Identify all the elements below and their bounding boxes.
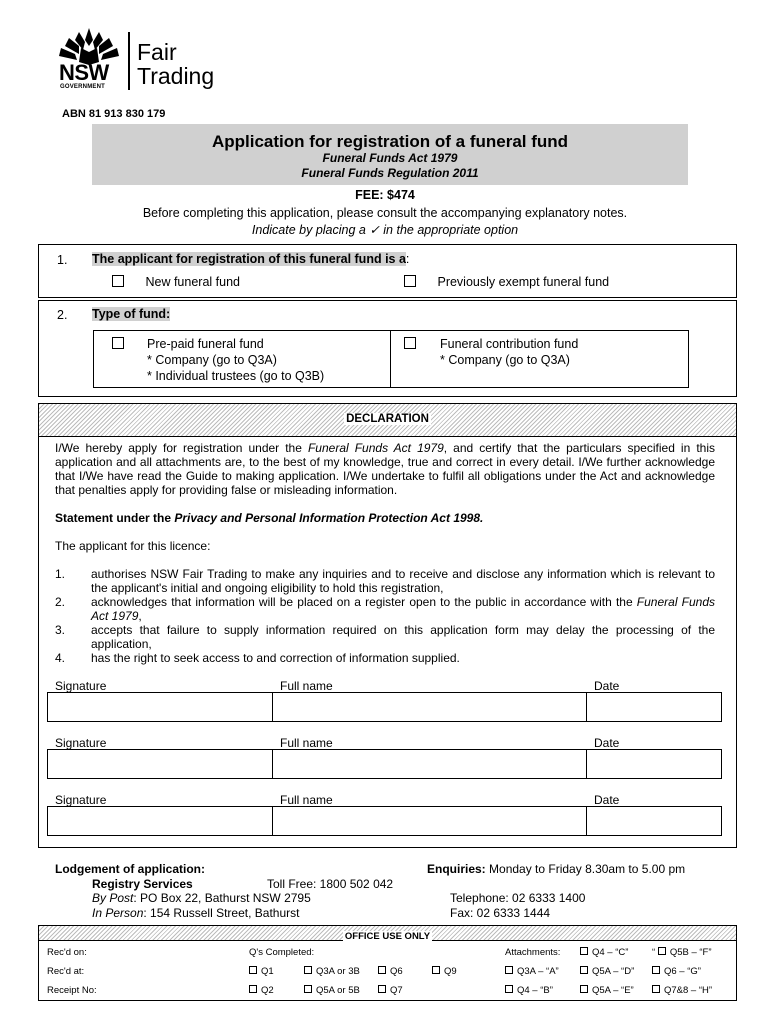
signature-field[interactable] [47,806,273,836]
privacy-statement [55,511,715,525]
office-q1-label: Q1 [261,966,274,977]
checkbox[interactable] [652,966,660,974]
full-name-label: Full name [280,793,333,807]
receipt-no-label: Receipt No: [47,985,97,996]
abn: ABN 81 913 830 179 [62,108,166,120]
office-q9[interactable] [432,966,457,977]
checkbox[interactable] [432,966,440,974]
brand-trading: Trading [137,63,215,89]
checkbox[interactable] [304,985,312,993]
checkbox[interactable] [378,985,386,993]
office-q7[interactable] [378,985,403,996]
lodgement-heading: Lodgement of application: [55,862,205,876]
att-q4b-label: Q4 – “B” [517,985,553,996]
q1-option-exempt[interactable] [404,275,609,289]
att-q5ad[interactable] [580,966,634,977]
office-q9-label: Q9 [444,966,457,977]
checkbox[interactable] [249,966,257,974]
post-row [55,891,311,906]
declaration-paragraph [55,441,715,497]
att-q6g[interactable] [652,966,701,977]
att-q3aa-label: Q3A – “A” [517,966,559,977]
q1-question-text: The applicant for registration of this funeral fund is a [92,252,406,266]
checkbox[interactable] [652,985,660,993]
fee: FEE: $474 [355,188,415,202]
checkbox[interactable] [112,275,124,287]
office-q6-label: Q6 [390,966,403,977]
registry-services: Registry Services [92,876,193,891]
privacy-statement-text: Statement under the [55,511,175,525]
nsw-wordmark: NSW [59,60,109,85]
page-title: Application for registration of a funeral fund [211,132,569,151]
office-q5a5b-label: Q5A or 5B [316,985,360,996]
nsw-logo [55,26,123,92]
declaration-act: Funeral Funds Act 1979 [307,441,444,455]
checkbox[interactable] [404,275,416,287]
signature-label: Signature [55,736,107,750]
att-q4c-label: Q4 – “C” [592,947,629,958]
brand-fair: Fair [137,39,177,65]
att-q78h[interactable] [652,985,712,996]
q2-prepaid-text [147,336,324,384]
att-q4b[interactable] [505,985,553,996]
q2-prepaid-trustees: * Individual trustees (go to Q3B) [147,369,325,383]
list-item-number: 3. [55,623,66,637]
office-q1[interactable] [249,966,274,977]
date-label: Date [594,679,620,693]
att-q78h-label: Q7&8 – “H” [664,985,713,996]
att-q5bf-prefix: “ [652,947,658,958]
list-item-text: accepts that failure to supply information required on this application form may delay the processing of the application, [91,623,715,651]
declaration-header [39,404,736,437]
q2-contribution-text [440,336,578,368]
list-item-number: 4. [55,651,66,665]
q2-question: Type of fund: [92,307,171,321]
checkbox[interactable] [378,966,386,974]
logo-divider [128,32,130,90]
qs-completed-label: Q's Completed: [249,947,315,958]
in-person-label: In Person [92,905,144,920]
att-q6g-label: Q6 – “G” [664,966,701,977]
recd-on-label: Rec'd on: [47,947,87,958]
intro-line2: Indicate by placing a ✓ in the appropriate option [251,223,519,237]
att-q5bf[interactable] [652,947,712,958]
q1-colon: : [405,252,410,266]
list-item-act: Funeral Funds Act 1979 [91,595,716,623]
list-item-number: 2. [55,595,66,609]
title-block [92,124,688,185]
post-label: By Post [92,891,134,905]
office-q5a5b[interactable] [304,985,360,996]
office-use-header [39,926,736,941]
checkbox[interactable] [658,947,666,955]
post-address: : PO Box 22, Bathurst NSW 2795 [133,891,311,905]
declaration-list [55,567,715,665]
act-name: Funeral Funds Act 1979 [322,151,458,165]
date-label: Date [594,793,620,807]
q2-prepaid-label: Pre-paid funeral fund [147,337,264,351]
checkbox[interactable] [580,985,588,993]
signature-field[interactable] [47,749,273,779]
q1-option-new[interactable] [112,275,240,289]
date-label: Date [594,736,620,750]
list-item [55,623,715,651]
full-name-label: Full name [280,736,333,750]
date-field[interactable] [586,692,722,722]
recd-at-label: Rec'd at: [47,966,85,977]
att-q5ae[interactable] [580,985,634,996]
declaration-text: I/We hereby apply for registration under the [55,441,308,455]
office-q3a3b-label: Q3A or 3B [316,966,360,977]
enquiries-block [427,862,685,920]
signature-label: Signature [55,793,107,807]
government-subtext: GOVERNMENT [60,84,106,90]
list-item-tail: , [138,609,142,623]
list-item [55,651,715,665]
checkbox[interactable] [580,947,588,955]
office-use-heading: OFFICE USE ONLY [344,931,431,942]
fax: Fax: 02 6333 1444 [450,905,551,920]
office-q3a3b[interactable] [304,966,360,977]
q1-number: 1. [57,253,68,267]
checkbox[interactable] [505,966,513,974]
checkbox[interactable] [505,985,513,993]
date-field[interactable] [586,806,722,836]
telephone: Telephone: 02 6333 1400 [450,891,586,905]
list-item-text [91,595,715,623]
list-item [55,567,715,595]
att-q5bf-label: Q5B – “F” [669,947,712,958]
signature-label: Signature [55,679,107,693]
list-item-text: has the right to seek access to and correction of information supplied. [91,651,460,665]
signature-field[interactable] [47,692,273,722]
full-name-label: Full name [280,679,333,693]
att-q5ae-label: Q5A – “E” [592,985,634,996]
att-q3aa[interactable] [505,966,559,977]
office-q6[interactable] [378,966,403,977]
declaration-text-cont: , and certify that the particulars specified in this application and all attachments are, to the best of my knowledge, true and correct in every detail. I/We further acknowledge that I/We have read the Guide to making application. I/We undertake to fulfil all obligations under the Act and acknowledge that penalties apply for providing false or misleading information. [55,441,715,497]
office-q2[interactable] [249,985,274,996]
registry-row [55,876,394,892]
in-person-address: : 154 Russell Street, Bathurst [143,905,300,920]
office-q7-label: Q7 [390,985,403,996]
lodgement-block [55,862,394,920]
applicant-intro: The applicant for this licence: [55,539,211,553]
checkbox[interactable] [249,985,257,993]
date-field[interactable] [586,749,722,779]
q2-prepaid-company: * Company (go to Q3A) [147,353,277,367]
list-item-text-main: acknowledges that information will be placed on a register open to the public in accordance with the [91,595,637,609]
intro-line1: Before completing this application, please consult the accompanying explanatory notes. [142,206,628,220]
q2-contribution-label: Funeral contribution fund [440,337,579,351]
enquiries-hours: Monday to Friday 8.30am to 5.00 pm [485,862,686,876]
list-item [55,595,715,623]
att-q5ad-label: Q5A – “D” [592,966,635,977]
privacy-act: Privacy and Personal Information Protection Act 1998. [174,511,484,525]
enquiries-label: Enquiries: [427,862,486,876]
checkbox[interactable] [404,337,416,349]
checkbox[interactable] [580,966,588,974]
enquiries-row [427,862,685,877]
checkbox[interactable] [304,966,312,974]
toll-free: Toll Free: 1800 502 042 [267,876,394,891]
declaration-heading: DECLARATION [346,413,429,425]
full-name-field[interactable] [272,806,587,836]
q2-number: 2. [57,308,68,322]
checkbox[interactable] [112,337,124,349]
in-person-row [55,906,311,921]
full-name-field[interactable] [272,749,587,779]
q1-option-new-label: New funeral fund [145,275,240,289]
q1-question [92,252,409,266]
att-q4c[interactable] [580,947,628,958]
regulation-name: Funeral Funds Regulation 2011 [301,166,479,180]
office-q2-label: Q2 [261,985,274,996]
list-item-text: authorises NSW Fair Trading to make any inquiries and to receive and disclose any information which is relevant to the applicant's initial and ongoing eligibility to hold this registration, [91,567,715,595]
attachments-label: Attachments: [505,947,561,958]
q2-contribution-company: * Company (go to Q3A) [440,353,570,367]
list-item-number: 1. [55,567,66,581]
full-name-field[interactable] [272,692,587,722]
q1-option-exempt-label: Previously exempt funeral fund [437,275,610,289]
